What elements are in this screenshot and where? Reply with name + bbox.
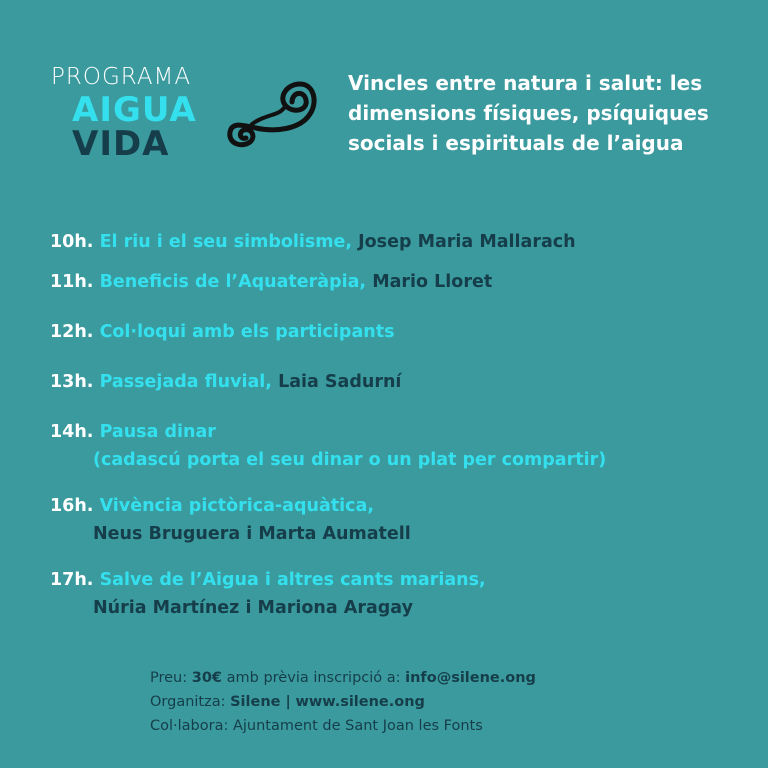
agenda-topic: Pausa dinar xyxy=(99,422,216,442)
logo-aigua-text: AIGUA xyxy=(72,90,197,130)
logo-vida-text: VIDA xyxy=(72,124,170,164)
logo-programa-text: PROGRAMA xyxy=(51,64,192,90)
website-link[interactable]: www.silene.ong xyxy=(295,694,425,710)
headline-title: Vincles entre natura i salut: les dimensions físiques, psíquiques socials i espirituals de l’aigua xyxy=(348,71,709,155)
collabora-line xyxy=(150,714,536,738)
agenda-topic: Salve de l’Aigua i altres cants marians, xyxy=(99,570,486,590)
organitza-label: Organitza: xyxy=(150,694,226,710)
collabora-label: Col·labora: xyxy=(150,718,229,734)
agenda-time: 10h. xyxy=(50,232,94,252)
agenda-speaker: Neus Bruguera i Marta Aumatell xyxy=(93,524,411,544)
agenda-topic: Vivència pictòrica-aquàtica, xyxy=(99,496,374,516)
agenda-time: 14h. xyxy=(50,422,94,442)
agenda-topic: Beneficis de l’Aquateràpia, xyxy=(99,272,367,292)
agenda-note: (cadascú porta el seu dinar o un plat per compartir) xyxy=(93,450,607,470)
organitza-line xyxy=(150,690,536,714)
agenda-item xyxy=(50,418,606,474)
email-link[interactable]: info@silene.ong xyxy=(405,670,536,686)
agenda-speaker: Núria Martínez i Mariona Aragay xyxy=(93,598,413,618)
price-line xyxy=(150,666,536,690)
price-text: amb prèvia inscripció a: xyxy=(226,670,401,686)
price-value: 30€ xyxy=(191,670,223,686)
agenda-time: 13h. xyxy=(50,372,94,392)
agenda-time: 11h. xyxy=(50,272,94,292)
agenda-topic: Passejada fluvial, xyxy=(99,372,272,392)
agenda-item xyxy=(50,492,411,548)
collabora-value: Ajuntament de Sant Joan les Fonts xyxy=(232,718,483,734)
agenda-topic: El riu i el seu simbolisme, xyxy=(99,232,353,252)
price-label: Preu: xyxy=(150,670,188,686)
footer-info xyxy=(150,666,536,738)
agenda-speaker: Josep Maria Mallarach xyxy=(358,232,576,252)
agenda-item xyxy=(50,318,395,346)
agenda-speaker: Mario Lloret xyxy=(372,272,493,292)
agenda-item xyxy=(50,228,576,256)
agenda-time: 12h. xyxy=(50,322,94,342)
organitza-value: Silene | xyxy=(230,694,291,710)
agenda-item xyxy=(50,566,486,622)
agenda-item xyxy=(50,368,401,396)
agenda-time: 17h. xyxy=(50,570,94,590)
agenda-item xyxy=(50,268,492,296)
agenda-topic: Col·loqui amb els participants xyxy=(99,322,395,342)
agenda-speaker: Laia Sadurní xyxy=(278,372,402,392)
wave-swirl-icon xyxy=(222,74,318,152)
agenda-time: 16h. xyxy=(50,496,94,516)
